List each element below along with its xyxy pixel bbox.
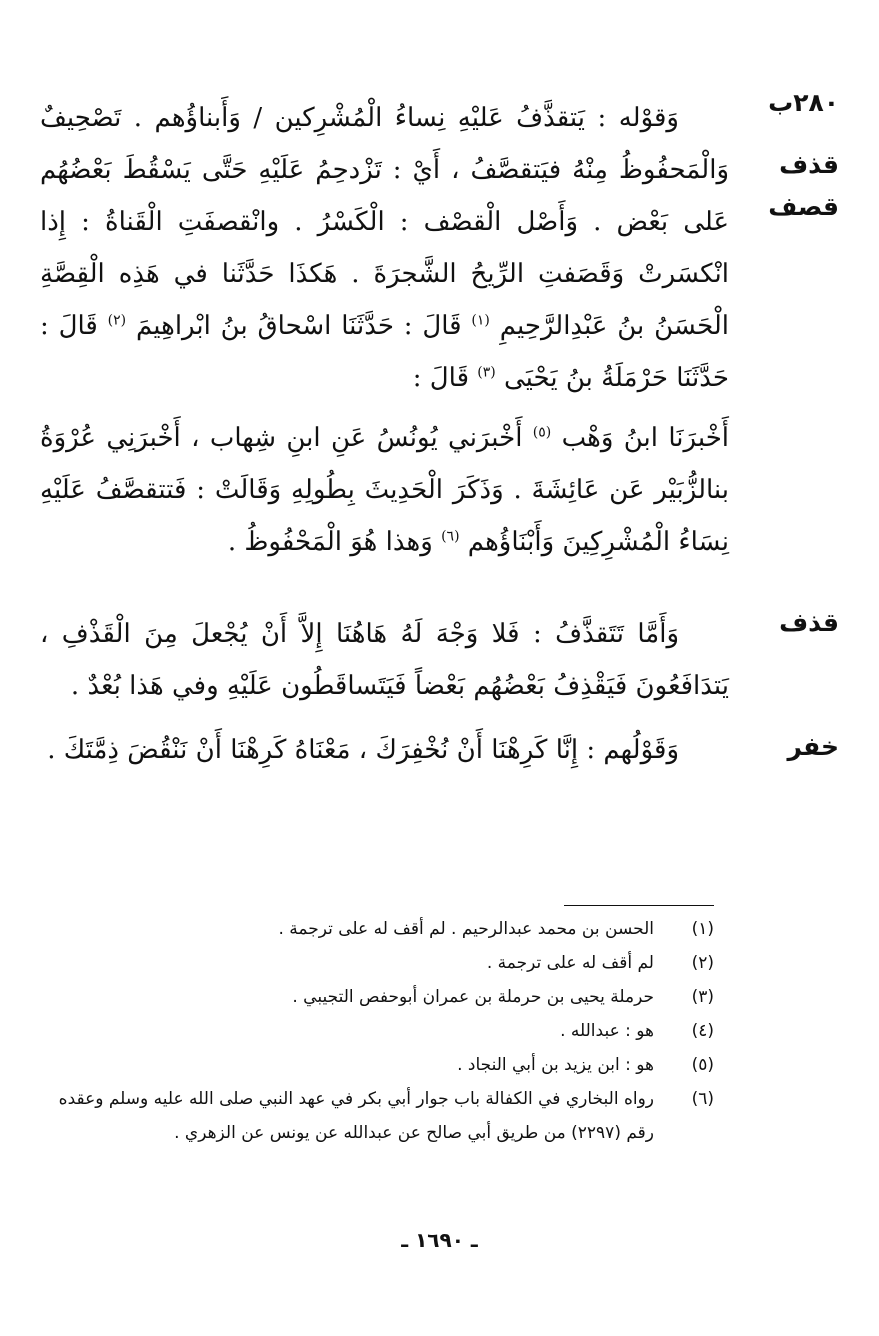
margin-folio-mark: ٢٨٠ب — [768, 88, 839, 117]
footnote-ref-5: (٥) — [532, 424, 552, 441]
footnote-text: هو : عبدالله . — [560, 1021, 654, 1041]
footnote-text: رواه البخاري في الكفالة باب جوار أبي بكر في عهد النبي صلى الله عليه وسلم وعقده رقم (٢٢٩٧) من طريق أبي صالح عن عبدالله عن يونس عن الزهري . — [58, 1089, 654, 1143]
footnote-item — [40, 946, 714, 980]
footnote-text: الحسن بن محمد عبدالرحيم . لم أقف له على ترجمة . — [278, 919, 654, 939]
footnote-number: (١) — [691, 919, 714, 939]
footnote-item — [40, 1048, 714, 1082]
paragraph-1-text-d: قَالَ : — [412, 363, 470, 393]
footnote-ref-1: (١) — [471, 312, 490, 329]
footnote-number: (٥) — [691, 1055, 714, 1075]
paragraph-2-text-b: أَخْبرَني يُونُسُ عَنِ ابنِ شِهاب ، أَخْبرَنِي عُرْوَةُ بنالزُّبَيْر عَن عَائِشَةَ . وَذَكَرَ الْحَدِيثَ بِطُولِهِ وَقَالَتْ : فَتتقصَّفُ عَلَيْهِ نِسَاءُ الْمُشْرِكِينَ وَأَبْنَاؤُهم — [40, 423, 729, 557]
footnote-item — [40, 1014, 714, 1048]
footnote-ref-6: (٦) — [441, 528, 460, 545]
page-number: ـ ١٦٩٠ ـ — [401, 1228, 478, 1252]
footnote-number: (٦) — [691, 1089, 714, 1109]
footnote-number: (٤) — [691, 1021, 714, 1041]
footnote-ref-2: (٢) — [107, 312, 127, 329]
footnote-text: لم أقف له على ترجمة . — [486, 953, 654, 973]
footnote-number: (٣) — [691, 987, 714, 1007]
footnote-separator — [564, 905, 714, 906]
paragraph-1 — [40, 92, 729, 404]
paragraph-2-text-c: وَهذا هُوَ الْمَحْفُوظُ . — [227, 527, 433, 557]
footnote-text: حرملة يحيى بن حرملة بن عمران أبوحفص التجيبي . — [292, 987, 654, 1007]
paragraph-2-text-a: أَخْبرَنَا ابنُ وَهْب — [561, 423, 730, 453]
paragraph-3-text: وَأَمَّا تَتَقذَّفُ : فَلا وَجْهَ لَهُ هَاهُنَا إِلاَّ أَنْ يُجْعلَ مِنَ الْقَذْفِ ، يَتدَافَعُونَ فَيَقْذِفُ بَعْضُهُم بَعْضاً فَيَتَساقَطُون عَلَيْهِ وفي هَذا بُعْدٌ . — [40, 619, 729, 701]
paragraph-3 — [40, 608, 729, 712]
footnotes-list — [40, 912, 714, 1150]
footnote-ref-3: (٣) — [477, 364, 496, 381]
paragraph-2 — [40, 412, 729, 568]
margin-root-qasf: قصف — [768, 192, 839, 221]
footnote-number: (٢) — [691, 953, 714, 973]
footnote-item — [40, 1082, 714, 1150]
paragraph-1-text-c: قَالَ : حَدَّثَنَا حَرْمَلَةُ بنُ يَحْيَى — [40, 311, 729, 393]
paragraph-4-text: وَقَوْلُهم : إِنَّا كَرِهْنَا أَنْ نُخْفِرَكَ ، مَعْنَاهُ كَرِهْنَا أَنْ نَنْقُضَ ذِمَّتَكَ . — [47, 735, 679, 765]
footnote-item — [40, 980, 714, 1014]
paragraph-1-text-b: قَالَ : حَدَّثَنَا اسْحاقُ بنُ ابْراهِيمَ — [135, 311, 462, 341]
footnote-item — [40, 912, 714, 946]
paragraph-1-text-a: وَقوْله : يَتقذَّفُ عَليْهِ نِساءُ الْمُشْرِكين / وَأَبناؤُهم . تَصْحِيفٌ وَالْمَحفُوظُ مِنْهُ فيَتقصَّفُ ، أَيْ : تَزْدحِمُ عَلَيْهِ حَتَّى يَسْقُطَ بَعْضُهُم عَلى بَعْض . وَأَصْل الْقصْف : الْكَسْرُ . وانْقصفَتِ الْقَناةُ : إِذا انْكسَرتْ وَقَصَفتِ الرِّيحُ الشَّجرَةَ . هَكذَا حَدَّثَنا في هَذِه الْقِصَّةِ الْحَسَنُ بنُ عَبْدِالرَّحِيمِ — [40, 103, 730, 341]
margin-root-khafr: خفر — [787, 732, 839, 761]
paragraph-4 — [40, 724, 729, 776]
margin-root-qadhf: قذف — [779, 150, 839, 179]
footnote-text: هو : ابن يزيد بن أبي النجاد . — [457, 1055, 654, 1075]
margin-root-qadhf-2: قذف — [779, 608, 839, 637]
